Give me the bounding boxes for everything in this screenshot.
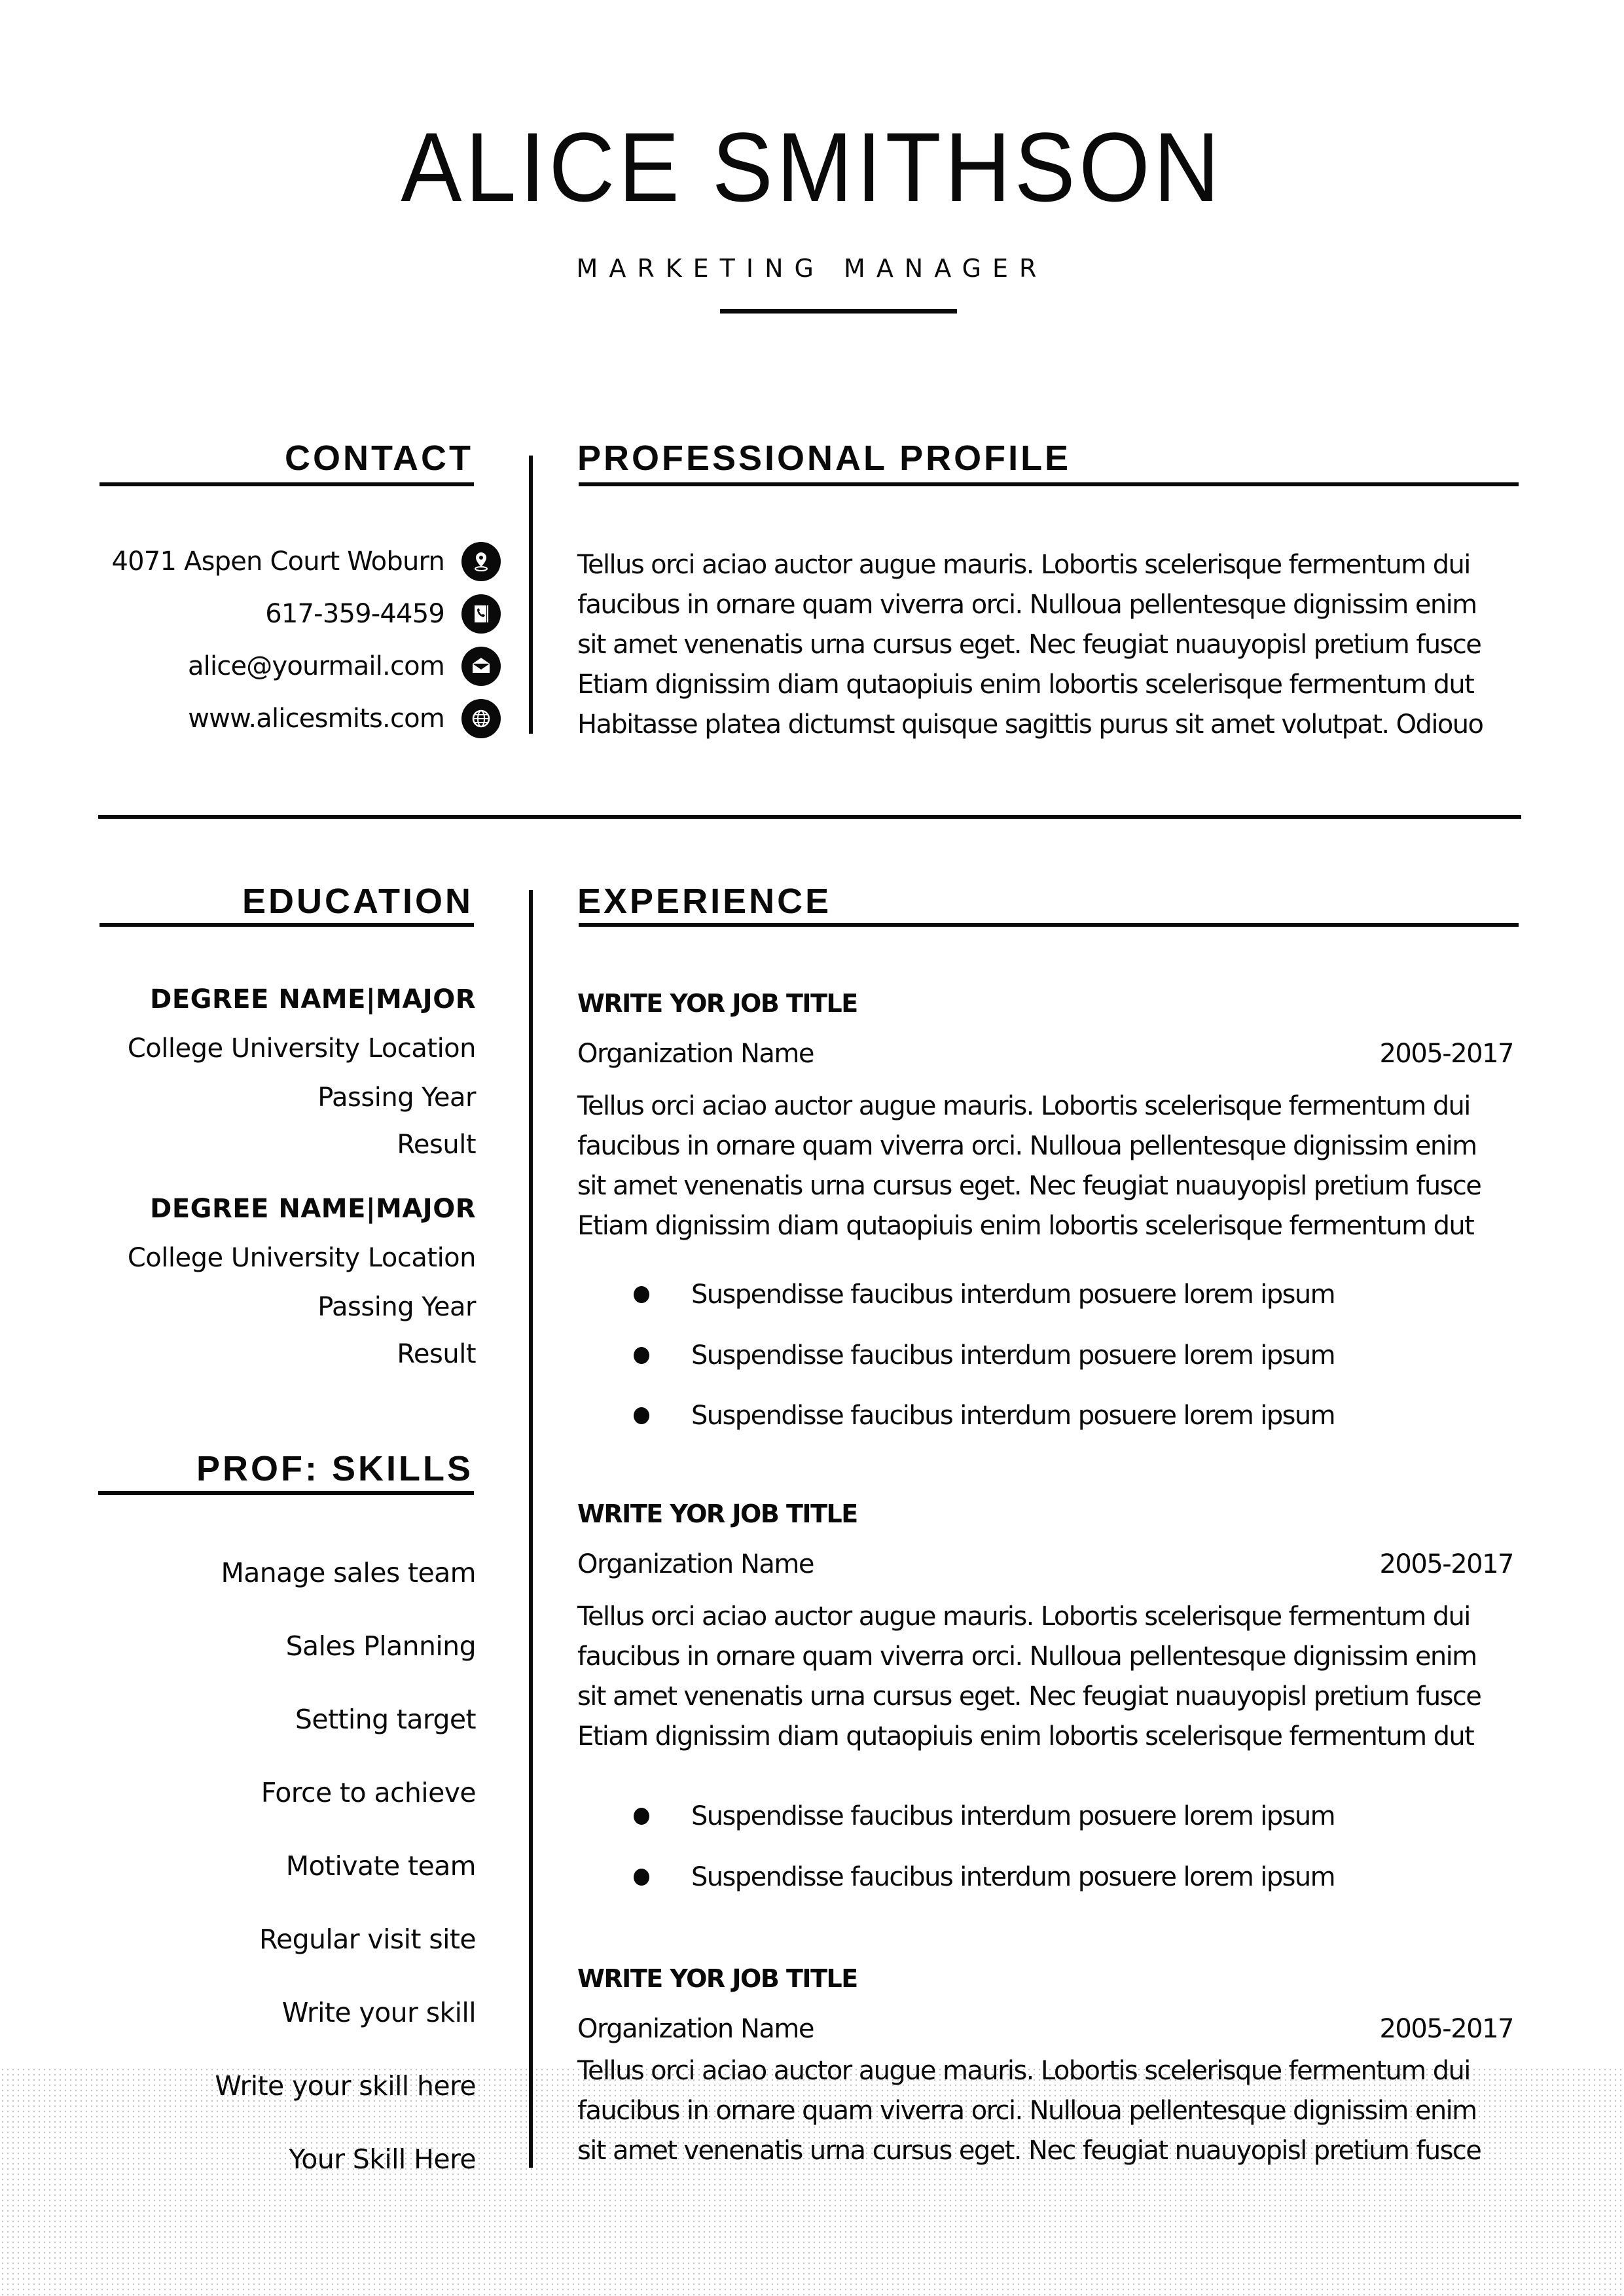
- profile-heading-rule: [579, 482, 1519, 486]
- experience-heading-rule: [579, 923, 1519, 927]
- skill-item: Force to achieve: [261, 1777, 476, 1808]
- contact-heading-rule: [99, 482, 474, 486]
- education-result: Result: [397, 1339, 476, 1369]
- profile-line: sit amet venenatis urna cursus eget. Nec feugiat nuauyopisl pretium fusce: [577, 630, 1481, 660]
- column-divider-top: [529, 456, 533, 734]
- skill-item: Regular visit site: [259, 1924, 476, 1955]
- skills-heading-rule: [98, 1491, 474, 1495]
- job-dates: 2005-2017: [1379, 2014, 1513, 2044]
- job-bullet: [634, 1861, 1335, 1893]
- job-bullet-text: Suspendisse faucibus interdum posuere lorem ipsum: [691, 1862, 1335, 1892]
- degree-name: DEGREE NAME|MAJOR: [150, 1194, 476, 1224]
- job-role-subtitle: MARKETING MANAGER: [576, 254, 1048, 283]
- contact-address-text: 4071 Aspen Court Woburn: [111, 547, 444, 577]
- education-result: Result: [397, 1130, 476, 1160]
- job-dates: 2005-2017: [1379, 1549, 1513, 1579]
- contact-email-text: alice@yourmail.com: [187, 651, 444, 681]
- job-dates: 2005-2017: [1379, 1039, 1513, 1069]
- contact-address: [65, 542, 501, 581]
- job-description-line: sit amet venenatis urna cursus eget. Nec feugiat nuauyopisl pretium fusce: [577, 2136, 1481, 2166]
- job-bullet: [634, 1339, 1335, 1372]
- location-pin-icon: [461, 542, 501, 581]
- skill-item: Setting target: [295, 1704, 476, 1735]
- profile-line: faucibus in ornare quam viverra orci. Nulloua pellentesque dignissim enim: [577, 590, 1477, 620]
- profile-line: Habitasse platea dictumst quisque sagittis purus sit amet volutpat. Odiouo: [577, 709, 1483, 740]
- skill-item: Write your skill here: [215, 2070, 476, 2102]
- organization-name: Organization Name: [577, 1039, 814, 1069]
- candidate-name: ALICE SMITHSON: [401, 112, 1223, 222]
- job-bullet-text: Suspendisse faucibus interdum posuere lorem ipsum: [691, 1801, 1335, 1831]
- contact-phone-text: 617-359-4459: [265, 599, 444, 629]
- job-bullet: [634, 1278, 1335, 1311]
- contact-email: [65, 647, 501, 686]
- profile-line: Tellus orci aciao auctor augue mauris. Lobortis scelerisque fermentum dui: [577, 550, 1470, 580]
- section-divider: [98, 815, 1521, 819]
- phone-book-icon: [461, 594, 501, 634]
- passing-year: Passing Year: [317, 1083, 476, 1113]
- bullet-dot-icon: [634, 1869, 649, 1886]
- job-org-row: [577, 1548, 1513, 1581]
- degree-name: DEGREE NAME|MAJOR: [150, 984, 476, 1014]
- job-description-line: Etiam dignissim diam qutaopiuis enim lobortis scelerisque fermentum dut: [577, 1211, 1474, 1241]
- job-description-line: Etiam dignissim diam qutaopiuis enim lobortis scelerisque fermentum dut: [577, 1721, 1474, 1751]
- job-description-line: faucibus in ornare quam viverra orci. Nulloua pellentesque dignissim enim: [577, 2096, 1477, 2126]
- job-org-row: [577, 1037, 1513, 1070]
- profile-heading: PROFESSIONAL PROFILE: [577, 439, 1072, 478]
- education-heading: EDUCATION: [242, 882, 473, 921]
- skill-item: Manage sales team: [221, 1557, 476, 1588]
- job-description-line: faucibus in ornare quam viverra orci. Nulloua pellentesque dignissim enim: [577, 1131, 1477, 1161]
- job-bullet: [634, 1800, 1335, 1833]
- job-description-line: sit amet venenatis urna cursus eget. Nec feugiat nuauyopisl pretium fusce: [577, 1171, 1481, 1201]
- job-description: [577, 1597, 1533, 1757]
- contact-website-text: www.alicesmits.com: [188, 704, 444, 734]
- column-divider-bottom: [529, 890, 533, 2168]
- contact-phone: [65, 594, 501, 634]
- organization-name: Organization Name: [577, 2014, 814, 2044]
- contact-heading: CONTACT: [285, 439, 473, 478]
- school-location: College University Location: [127, 1243, 476, 1273]
- profile-line: Etiam dignissim diam qutaopiuis enim lobortis scelerisque fermentum dut: [577, 670, 1474, 700]
- job-bullet: [634, 1399, 1335, 1432]
- school-location: College University Location: [127, 1033, 476, 1064]
- skill-item: Write your skill: [281, 1997, 476, 2028]
- job-title: WRITE YOR JOB TITLE: [577, 989, 857, 1018]
- job-description-line: faucibus in ornare quam viverra orci. Nulloua pellentesque dignissim enim: [577, 1641, 1477, 1672]
- profile-paragraph: [577, 545, 1533, 745]
- job-description: [577, 2051, 1533, 2171]
- job-description: [577, 1086, 1533, 1246]
- header-underline: [720, 309, 957, 314]
- bullet-dot-icon: [634, 1407, 649, 1424]
- job-description-line: Tellus orci aciao auctor augue mauris. Lobortis scelerisque fermentum dui: [577, 1602, 1470, 1632]
- passing-year: Passing Year: [317, 1292, 476, 1322]
- globe-icon: [461, 699, 501, 738]
- organization-name: Organization Name: [577, 1549, 814, 1579]
- bullet-dot-icon: [634, 1286, 649, 1303]
- job-description-line: Tellus orci aciao auctor augue mauris. Lobortis scelerisque fermentum dui: [577, 1091, 1470, 1121]
- job-title: WRITE YOR JOB TITLE: [577, 1499, 857, 1528]
- skills-heading: PROF: SKILLS: [196, 1449, 473, 1488]
- envelope-icon: [461, 647, 501, 686]
- contact-website: [65, 699, 501, 738]
- skill-item: Motivate team: [285, 1850, 476, 1882]
- skill-item: Sales Planning: [285, 1630, 476, 1662]
- skill-item: Your Skill Here: [289, 2144, 476, 2175]
- job-bullet-text: Suspendisse faucibus interdum posuere lorem ipsum: [691, 1401, 1335, 1431]
- job-bullet-text: Suspendisse faucibus interdum posuere lorem ipsum: [691, 1340, 1335, 1371]
- job-description-line: sit amet venenatis urna cursus eget. Nec feugiat nuauyopisl pretium fusce: [577, 1681, 1481, 1712]
- bullet-dot-icon: [634, 1347, 649, 1364]
- job-title: WRITE YOR JOB TITLE: [577, 1964, 857, 1993]
- job-org-row: [577, 2013, 1513, 2045]
- education-heading-rule: [99, 923, 474, 927]
- experience-heading: EXPERIENCE: [577, 882, 832, 921]
- bullet-dot-icon: [634, 1808, 649, 1825]
- job-description-line: Tellus orci aciao auctor augue mauris. Lobortis scelerisque fermentum dui: [577, 2056, 1470, 2086]
- job-bullet-text: Suspendisse faucibus interdum posuere lorem ipsum: [691, 1280, 1335, 1310]
